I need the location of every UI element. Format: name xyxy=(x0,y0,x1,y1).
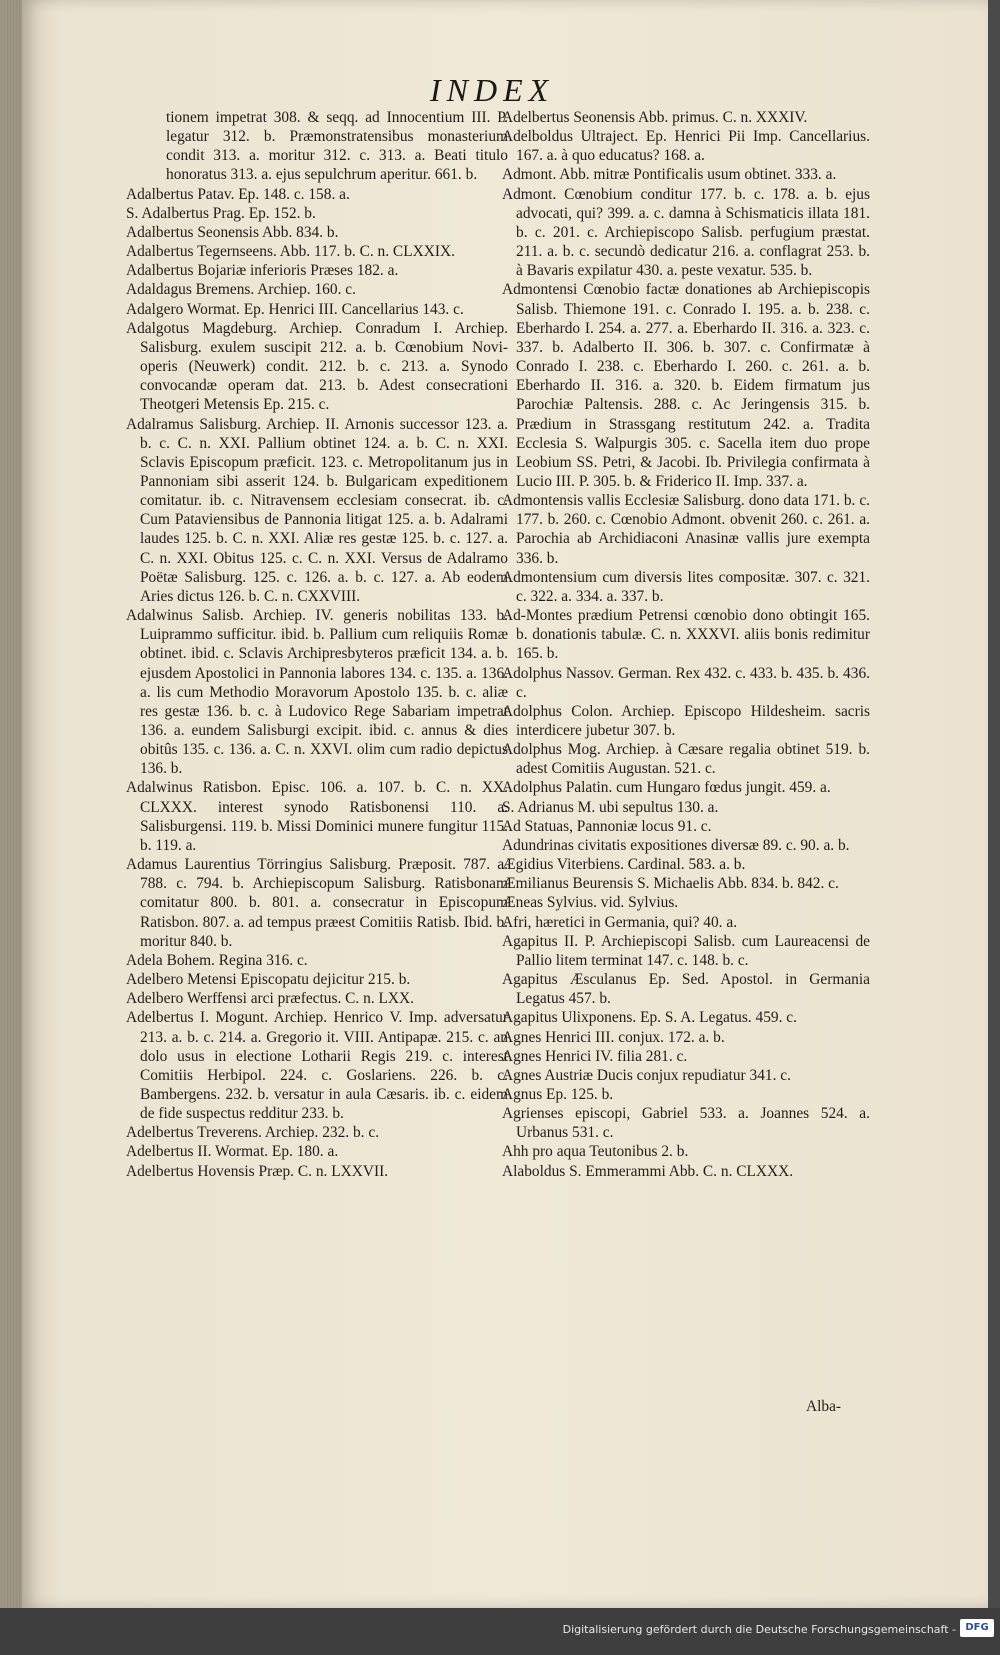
index-entry: Agrienses episcopi, Gabriel 533. a. Joannes 524. a. Urbanus 531. c. xyxy=(502,1105,870,1142)
page-header: INDEX xyxy=(430,72,555,108)
index-entry: Adalgotus Magdeburg. Archiep. Conradum I. Archiep. Salisburg. exulem suscipit 212. a. b. Cœnobium Novi-operis (Neuwerk) condit. 212. b. c. 213. a. Synodo convocandæ operam dat. 213. b. Adest consecrationi Theotgeri Metensis Ep. 215. c. xyxy=(126,319,508,414)
index-entry: Agnes Austriæ Ducis conjux repudiatur 341. c. xyxy=(502,1066,791,1084)
index-entry: S. Adalbertus Prag. Ep. 152. b. xyxy=(126,204,316,222)
index-entry: Adolphus Mog. Archiep. à Cæsare regalia obtinet 519. b. adest Comitiis Augustan. 521. c. xyxy=(502,741,870,778)
index-entry: Adelbertus Seonensis Abb. primus. C. n. XXXIV. xyxy=(502,109,808,126)
index-entry: Adalgero Wormat. Ep. Henrici III. Cancellarius 143. c. xyxy=(126,300,464,318)
index-entry: Admont. Abb. mitræ Pontificalis usum obtinet. 333. a. xyxy=(502,166,837,184)
index-entry: Afri, hæretici in Germania, qui? 40. a. xyxy=(502,913,738,931)
index-entry: Adundrinas civitatis expositiones diversæ 89. c. 90. a. b. xyxy=(502,836,850,854)
index-column-left xyxy=(126,108,508,1181)
index-entry: Æmilianus Beurensis S. Michaelis Abb. 834. b. 842. c. xyxy=(502,875,839,893)
index-entry: Adamus Laurentius Törringius Salisburg. Præposit. 787. a. 788. c. 794. b. Archiepiscopum Salisburg. Ratisbonam comitatur 800. b. 801. a. consecratur in Episcopum Ratisbon. 807. a. ad tempus præest Comitiis Ratisb. Ibid. b. moritur 840. b. xyxy=(126,856,508,950)
index-entry: Adelboldus Ultraject. Ep. Henrici Pii Imp. Cancellarius. 167. a. à quo educatus? 168. a. xyxy=(502,128,870,165)
index-entry: Adalbertus Bojariæ inferioris Præses 182. a. xyxy=(126,262,399,280)
index-entry: Ægidius Viterbiens. Cardinal. 583. a. b. xyxy=(502,856,746,874)
index-entry: Agnes Henrici III. conjux. 172. a. b. xyxy=(502,1028,725,1046)
index-entry: Agapitus Æsculanus Ep. Sed. Apostol. in Germania Legatus 457. b. xyxy=(502,971,870,1008)
index-entry: Adelbertus I. Mogunt. Archiep. Henrico V. Imp. adversatur 213. a. b. c. 214. a. Gregorio it. VIII. Antipapæ. 215. c. an dolo usus in electione Lotharii Regis 219. c. interest Comitiis Herbipol. 224. c. Goslariens. 226. b. c. Bambergens. 232. b. versatur in aula Cæsaris. ib. c. eidem de fide suspectus redditur 233. b. xyxy=(126,1009,508,1123)
index-entry: Adelbero Metensi Episcopatu dejicitur 215. b. xyxy=(126,971,411,989)
index-entry: Adelbero Werffensi arci præfectus. C. n. LXX. xyxy=(126,990,414,1008)
index-entry: Agapitus Ulixponens. Ep. S. A. Legatus. 459. c. xyxy=(502,1009,797,1027)
index-entry: Admontensi Cœnobio factæ donationes ab Archiepiscopis Salisb. Thiemone 191. c. Conrado I. 195. a. b. 238. c. Eberhardo I. 254. a. 277. a. Eberhardo II. 316. a. 323. c. 337. b. Adalberto II. 306. b. 307. c. Confirmatæ à Conrado I. 238. c. Eberhardo I. 260. c. 261. a. b. Eberhardo II. 316. a. 320. b. Eidem firmatum jus Parochiæ Paltensis. 288. c. Ac Jeringensis 315. b. Prædium in Strassgang restitutum 242. a. Tradita Ecclesia S. Walpurgis 305. c. Sacella item duo prope Leobium SS. Petri, & Jacobi. Ib. Privilegia confirmata à Lucio III. P. 305. b. & Friderico II. Imp. 337. a. xyxy=(502,281,870,490)
index-entry: Agnes Henrici IV. filia 281. c. xyxy=(502,1047,688,1065)
index-entry: Adalbertus Seonensis Abb. 834. b. xyxy=(126,223,339,241)
book-page-edges xyxy=(0,0,22,1608)
index-entry: Adelbertus Treverens. Archiep. 232. b. c. xyxy=(126,1124,380,1142)
index-entry: Admont. Cœnobium conditur 177. b. c. 178. a. b. ejus advocati, qui? 399. a. c. damna à Schismaticis illata 181. b. c. 201. c. Archiepiscopo Salisb. perfugium præstat. 211. a. b. c. secundò dedicatur 216. a. conflagrat 253. b. à Bavaris expilatur 430. a. peste vexatur. 535. b. xyxy=(502,185,870,280)
index-entry: S. Adrianus M. ubi sepultus 130. a. xyxy=(502,798,719,816)
index-entry: Alaboldus S. Emmerammi Abb. C. n. CLXXX. xyxy=(502,1162,794,1180)
index-entry: Adolphus Palatin. cum Hungaro fœdus jungit. 459. a. xyxy=(502,779,831,797)
index-column-right xyxy=(502,108,870,1181)
index-entry: Agnus Ep. 125. b. xyxy=(502,1085,614,1103)
index-entry: Adalwinus Ratisbon. Episc. 106. a. 107. b. C. n. XX. CLXXX. interest synodo Ratisbonensi 110. a. Salisburgensi. 119. b. Missi Dominici munere fungitur 115. b. 119. a. xyxy=(126,779,508,854)
index-entry: tionem impetrat 308. & seqq. ad Innocentium III. P. legatur 312. b. Præmonstratensibus monasterium condit 313. a. moritur 312. c. 313. a. Beati titulo honoratus 313. a. ejus sepulchrum aperitur. 661. b. xyxy=(166,109,508,184)
index-entry: Adaldagus Bremens. Archiep. 160. c. xyxy=(126,281,356,299)
catchword: Alba- xyxy=(806,1398,842,1415)
index-entry: Adelbertus Hovensis Præp. C. n. LXXVII. xyxy=(126,1162,389,1180)
funding-credit: Digitalisierung gefördert durch die Deutsche Forschungsgemeinschaft - xyxy=(562,1623,956,1636)
dfg-logo: DFG xyxy=(960,1619,994,1637)
index-entry: Æneas Sylvius. vid. Sylvius. xyxy=(502,894,679,912)
index-entry: Ad Statuas, Pannoniæ locus 91. c. xyxy=(502,817,712,835)
index-entry: Admontensis vallis Ecclesiæ Salisburg. dono data 171. b. c. 177. b. 260. c. Cœnobio Admont. obvenit 260. c. 261. a. Parochia ab Archidiaconi Anasinæ vallis jure exempta 336. b. xyxy=(502,492,870,567)
index-entry: Adalbertus Tegernseens. Abb. 117. b. C. n. CLXXIX. xyxy=(126,243,455,261)
index-entry: Adalramus Salisburg. Archiep. II. Arnonis successor 123. a. b. c. C. n. XXI. Pallium obtinet 124. a. b. C. n. XXI. Sclavis Episcopum præficit. 123. c. Metropolitanum jus in Pannoniam sibi asserit 124. b. Bulgaricam expeditionem comitatur. ib. c. Nitravensem ecclesiam consecrat. ib. c. Cum Pataviensibus de Pannonia litigat 125. a. b. Adalrami laudes 125. b. C. n. XXI. Aliæ res gestæ 125. b. c. 127. a. C. n. XXI. Obitus 125. c. C. n. XXI. Versus de Adalramo Poëtæ Salisburg. 125. c. 126. a. b. c. 127. a. Ab eodem Aries dictus 126. b. C. n. CXXVIII. xyxy=(126,415,508,605)
index-entry: Adalbertus Patav. Ep. 148. c. 158. a. xyxy=(126,185,350,203)
index-entry: Adelbertus II. Wormat. Ep. 180. a. xyxy=(126,1143,339,1161)
index-entry: Ad-Montes prædium Petrensi cœnobio dono obtingit 165. b. donationis tabulæ. C. n. XXXVI. aliis bonis redimitur 165. b. xyxy=(502,607,870,663)
index-entry: Ahh pro aqua Teutonibus 2. b. xyxy=(502,1143,689,1161)
index-entry: Adolphus Nassov. German. Rex 432. c. 433. b. 435. b. 436. c. xyxy=(502,664,870,701)
index-entry: Adalwinus Salisb. Archiep. IV. generis nobilitas 133. b. Luiprammo sufficitur. ibid. b. Pallium cum reliquiis Romæ obtinet. ibid. c. Sclavis Archipresbyteros præficit 134. a. b. ejusdem Apostolici in Pannonia labores 134. c. 135. a. 136. a. lis cum Methodio Moravorum Apostolo 135. b. c. aliæ res gestæ 136. b. c. à Ludovico Rege Sabariam impetrat 136. a. eundem Salisburgi excipit. ibid. c. annus & dies obitûs 135. c. 136. a. C. n. XXVI. olim cum radio depictus 136. b. xyxy=(126,607,508,778)
index-entry: Adolphus Colon. Archiep. Episcopo Hildesheim. sacris interdicere jubetur 307. b. xyxy=(502,702,870,739)
index-entry: Admontensium cum diversis lites compositæ. 307. c. 321. c. 322. a. 334. a. 337. b. xyxy=(502,568,870,605)
index-entry: Agapitus II. P. Archiepiscopi Salisb. cum Laureacensi de Pallio litem terminat 147. c. 148. b. c. xyxy=(502,932,870,969)
index-entry: Adela Bohem. Regina 316. c. xyxy=(126,951,308,969)
